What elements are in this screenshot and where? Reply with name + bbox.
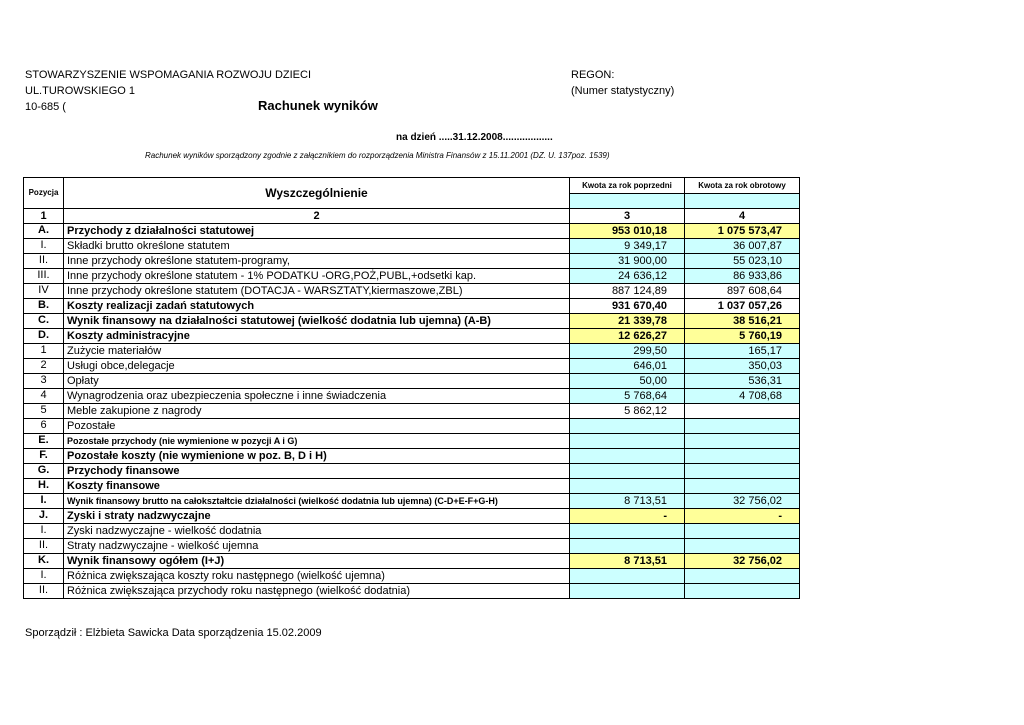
row-description: Koszty finansowe (64, 479, 570, 494)
table-row (24, 224, 800, 239)
row-curr-amount: 55 023,10 (685, 254, 800, 269)
row-curr-amount: 86 933,86 (685, 269, 800, 284)
row-curr-amount (685, 524, 800, 539)
header-prev-blank (570, 193, 685, 209)
row-position: K. (24, 554, 64, 569)
row-curr-amount: 38 516,21 (685, 314, 800, 329)
row-position: C. (24, 314, 64, 329)
row-curr-amount (685, 419, 800, 434)
report-date: na dzień .....31.12.2008.................. (396, 132, 553, 143)
row-prev-amount (570, 449, 685, 464)
row-curr-amount (685, 539, 800, 554)
table-row (24, 584, 800, 599)
header-position: Pozycja (24, 178, 64, 209)
table-row (24, 389, 800, 404)
row-description: Pozostałe (64, 419, 570, 434)
row-position: I. (24, 494, 64, 509)
org-postal: 10-685 ( (25, 101, 66, 113)
row-prev-amount: - (570, 509, 685, 524)
row-position: D. (24, 329, 64, 344)
column-number: 3 (570, 209, 685, 224)
row-description: Wynik finansowy ogółem (I+J) (64, 554, 570, 569)
row-position: I. (24, 569, 64, 584)
row-curr-amount: 5 760,19 (685, 329, 800, 344)
header-curr-blank (685, 193, 800, 209)
row-prev-amount: 299,50 (570, 344, 685, 359)
row-curr-amount: - (685, 509, 800, 524)
table-row (24, 359, 800, 374)
row-position: 4 (24, 389, 64, 404)
page-title: Rachunek wyników (258, 98, 378, 113)
row-position: H. (24, 479, 64, 494)
row-curr-amount (685, 479, 800, 494)
regon-sub: (Numer statystyczny) (571, 85, 675, 97)
row-description: Straty nadzwyczajne - wielkość ujemna (64, 539, 570, 554)
row-description: Inne przychody określone statutem - 1% PODATKU -ORG,POŻ,PUBL,+odsetki kap. (64, 269, 570, 284)
row-curr-amount: 536,31 (685, 374, 800, 389)
row-description: Różnica zwiększająca przychody roku następnego (wielkość dodatnia) (64, 584, 570, 599)
row-curr-amount: 32 756,02 (685, 494, 800, 509)
column-number: 1 (24, 209, 64, 224)
row-description: Pozostałe przychody (nie wymienione w pozycji A i G) (64, 434, 570, 449)
row-position: I. (24, 524, 64, 539)
row-prev-amount (570, 584, 685, 599)
row-description: Wynik finansowy na działalności statutowej (wielkość dodatnia lub ujemna) (A-B) (64, 314, 570, 329)
row-position: 5 (24, 404, 64, 419)
row-description: Zyski i straty nadzwyczajne (64, 509, 570, 524)
row-description: Pozostałe koszty (nie wymienione w poz. B, D i H) (64, 449, 570, 464)
table-row (24, 314, 800, 329)
row-position: 2 (24, 359, 64, 374)
column-number: 4 (685, 209, 800, 224)
row-prev-amount (570, 434, 685, 449)
row-prev-amount: 8 713,51 (570, 554, 685, 569)
row-position: III. (24, 269, 64, 284)
row-position: E. (24, 434, 64, 449)
row-prev-amount: 50,00 (570, 374, 685, 389)
row-position: I. (24, 239, 64, 254)
row-prev-amount: 953 010,18 (570, 224, 685, 239)
table-row (24, 449, 800, 464)
header-description: Wyszczególnienie (64, 178, 570, 209)
header-curr-year: Kwota za rok obrotowy (685, 178, 800, 194)
table-row (24, 569, 800, 584)
row-curr-amount: 897 608,64 (685, 284, 800, 299)
row-curr-amount (685, 569, 800, 584)
table-row (24, 479, 800, 494)
row-curr-amount: 1 037 057,26 (685, 299, 800, 314)
table-row (24, 269, 800, 284)
row-description: Składki brutto określone statutem (64, 239, 570, 254)
row-curr-amount (685, 464, 800, 479)
row-prev-amount: 5 768,64 (570, 389, 685, 404)
table-row (24, 494, 800, 509)
row-prev-amount: 931 670,40 (570, 299, 685, 314)
row-curr-amount: 4 708,68 (685, 389, 800, 404)
row-prev-amount (570, 569, 685, 584)
row-position: II. (24, 539, 64, 554)
row-prev-amount: 24 636,12 (570, 269, 685, 284)
row-prev-amount: 646,01 (570, 359, 685, 374)
table-row (24, 419, 800, 434)
row-prev-amount (570, 539, 685, 554)
table-row (24, 434, 800, 449)
row-curr-amount (685, 434, 800, 449)
row-curr-amount: 165,17 (685, 344, 800, 359)
row-position: 3 (24, 374, 64, 389)
regon-label: REGON: (571, 69, 615, 81)
row-curr-amount: 350,03 (685, 359, 800, 374)
row-curr-amount (685, 584, 800, 599)
row-position: IV (24, 284, 64, 299)
row-description: Koszty realizacji zadań statutowych (64, 299, 570, 314)
row-description: Inne przychody określone statutem-programy, (64, 254, 570, 269)
table-row (24, 329, 800, 344)
table-row (24, 374, 800, 389)
row-prev-amount (570, 464, 685, 479)
row-description: Meble zakupione z nagrody (64, 404, 570, 419)
table-row (24, 254, 800, 269)
table-row (24, 464, 800, 479)
row-description: Przychody finansowe (64, 464, 570, 479)
row-description: Zyski nadzwyczajne - wielkość dodatnia (64, 524, 570, 539)
table-row (24, 539, 800, 554)
row-position: B. (24, 299, 64, 314)
org-name: STOWARZYSZENIE WSPOMAGANIA ROZWOJU DZIECI (25, 69, 312, 81)
row-description: Usługi obce,delegacje (64, 359, 570, 374)
report-table (23, 177, 800, 599)
row-position: G. (24, 464, 64, 479)
row-prev-amount (570, 524, 685, 539)
legal-note: Rachunek wyników sporządzony zgodnie z załącznikiem do rozporządzenia Ministra Finansów z 15.11.2001 (DZ. U. 137poz. 1539) (145, 151, 610, 160)
row-curr-amount: 1 075 573,47 (685, 224, 800, 239)
row-prev-amount: 9 349,17 (570, 239, 685, 254)
table-row (24, 404, 800, 419)
row-prev-amount: 12 626,27 (570, 329, 685, 344)
row-prev-amount (570, 479, 685, 494)
table-row (24, 299, 800, 314)
table-row (24, 509, 800, 524)
row-position: II. (24, 254, 64, 269)
row-curr-amount (685, 404, 800, 419)
row-description: Wynagrodzenia oraz ubezpieczenia społeczne i inne świadczenia (64, 389, 570, 404)
table-row (24, 524, 800, 539)
row-description: Wynik finansowy brutto na całokształtcie działalności (wielkość dodatnia lub ujemna) (C-D+E-F+G-H) (64, 494, 570, 509)
row-position: A. (24, 224, 64, 239)
row-description: Zużycie materiałów (64, 344, 570, 359)
row-description: Inne przychody określone statutem (DOTACJA - WARSZTATY,kiermaszowe,ZBL) (64, 284, 570, 299)
table-row (24, 239, 800, 254)
row-description: Przychody z działalności statutowej (64, 224, 570, 239)
table-row (24, 344, 800, 359)
table-row (24, 554, 800, 569)
header-prev-year: Kwota za rok poprzedni (570, 178, 685, 194)
row-position: 6 (24, 419, 64, 434)
row-prev-amount: 5 862,12 (570, 404, 685, 419)
row-prev-amount: 8 713,51 (570, 494, 685, 509)
row-description: Koszty administracyjne (64, 329, 570, 344)
row-description: Różnica zwiększająca koszty roku następnego (wielkość ujemna) (64, 569, 570, 584)
row-position: J. (24, 509, 64, 524)
row-position: F. (24, 449, 64, 464)
row-prev-amount (570, 419, 685, 434)
column-number: 2 (64, 209, 570, 224)
row-position: 1 (24, 344, 64, 359)
row-description: Opłaty (64, 374, 570, 389)
row-position: II. (24, 584, 64, 599)
row-prev-amount: 887 124,89 (570, 284, 685, 299)
org-street: UL.TUROWSKIEGO 1 (25, 85, 136, 97)
row-curr-amount (685, 449, 800, 464)
footer-signature: Sporządził : Elżbieta Sawicka Data sporządzenia 15.02.2009 (25, 627, 322, 639)
row-curr-amount: 32 756,02 (685, 554, 800, 569)
table-row (24, 284, 800, 299)
row-curr-amount: 36 007,87 (685, 239, 800, 254)
row-prev-amount: 21 339,78 (570, 314, 685, 329)
row-prev-amount: 31 900,00 (570, 254, 685, 269)
